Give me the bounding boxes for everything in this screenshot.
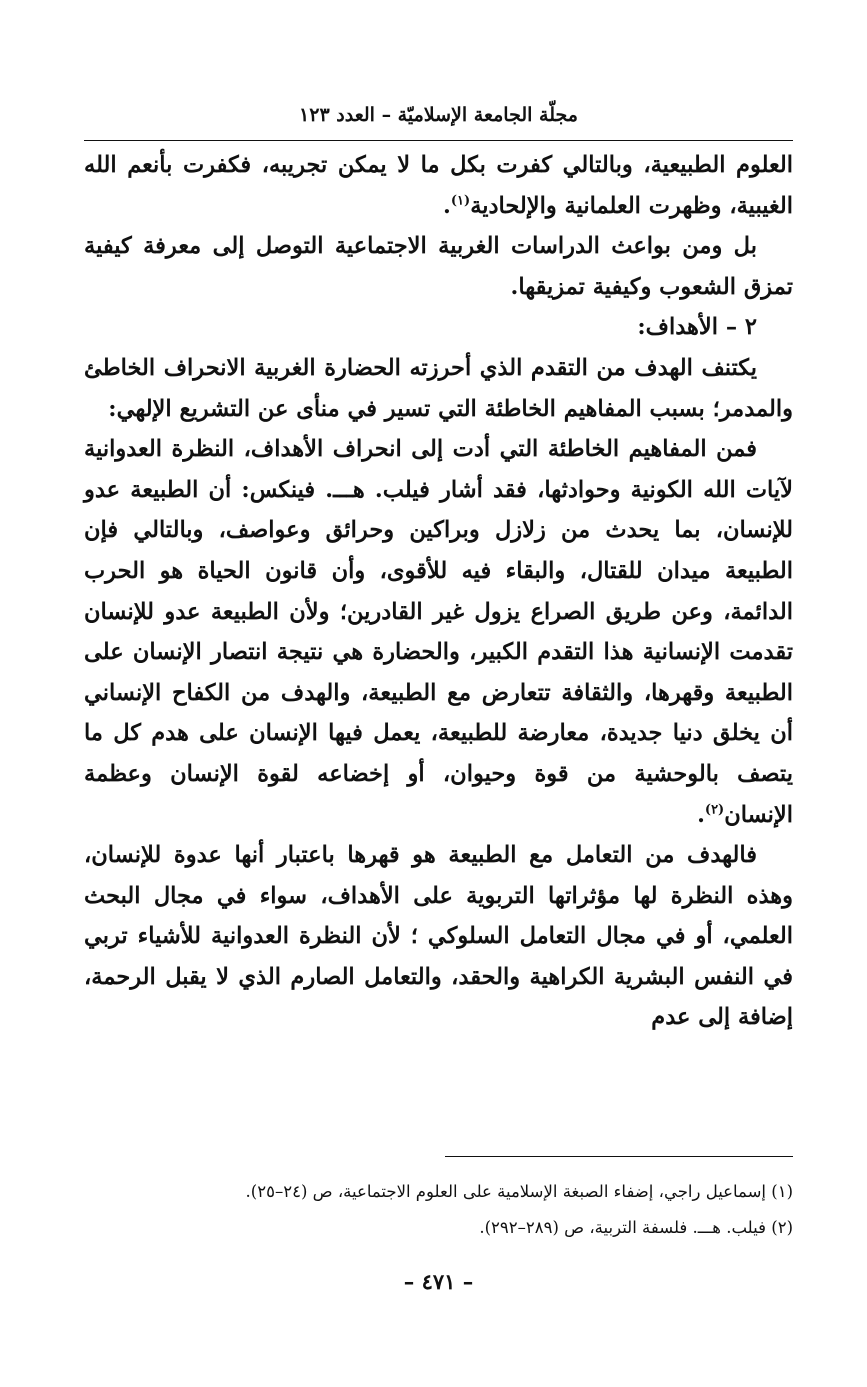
paragraph-5: فالهدف من التعامل مع الطبيعة هو قهرها باعتبار أنها عدوة للإنسان، وهذه النظرة لها مؤثراتها التربوية على الأهداف، سواء في مجال البحث العلمي، أو في مجال التعامل السلوكي ؛ لأن النظرة العدوانية للأشياء تربي في النفس البشرية الكراهية والحقد، والتعامل الصارم الذي لا يقبل الرحمة، إضافة إلى عدم [84, 842, 793, 1031]
paragraph-2: بل ومن بواعث الدراسات الغربية الاجتماعية التوصل إلى معرفة كيفية تمزق الشعوب وكيفية تمزيقها. [84, 233, 793, 300]
paragraph-3: يكتنف الهدف من التقدم الذي أحرزته الحضارة الغربية الانحراف الخاطئ والمدمر؛ بسبب المفاهيم الخاطئة التي تسير في منأى عن التشريع الإلهي: [84, 354, 793, 422]
footnote-2: (٢) فيلب. هـــ. فلسفة التربية، ص (٢٨٩–٢٩٢). [479, 1218, 793, 1237]
footnotes [84, 1174, 793, 1246]
paragraph-1 [84, 145, 793, 226]
footnote-marker-1: (١) [450, 193, 471, 209]
section-heading-goals: ٢ – الأهداف: [637, 314, 757, 341]
running-header: مجلّة الجامعة الإسلاميّة – العدد ١٢٣ [299, 104, 578, 126]
footnote-rule [445, 1156, 793, 1157]
paragraph-4-end: . [697, 801, 705, 828]
body-text [84, 145, 793, 1038]
paragraph-1-text: العلوم الطبيعية، وبالتالي كفرت بكل ما لا يمكن تجريبه، فكفرت بأنعم الله الغيبية، وظهرت العلمانية والإلحادية [84, 152, 793, 219]
paragraph-1-end: . [443, 192, 451, 219]
header-rule [84, 140, 793, 141]
paragraph-4 [84, 429, 793, 835]
paragraph-4-text: فمن المفاهيم الخاطئة التي أدت إلى انحراف الأهداف، النظرة العدوانية لآيات الله الكونية وحوادثها، فقد أشار فيلب. هـــ. فينكس: أن الطبيعة عدو للإنسان، بما يحدث من زلازل وبراكين وحرائق وعواصف، وبالتالي فإن الطبيعة ميدان للقتال، والبقاء فيه للأقوى، وأن قانون الحياة هو الحرب الدائمة، وعن طريق الصراع يزول غير القادرين؛ ولأن الطبيعة عدو للإنسان تقدمت الإنسانية هذا التقدم الكبير، والحضارة هي نتيجة انتصار الإنسان على الطبيعة وقهرها، والثقافة تتعارض مع الطبيعة، والهدف من الكفاح الإنساني أن يخلق دنيا جديدة، معارضة للطبيعة، يعمل فيها الإنسان على هدم كل ما يتصف بالوحشية من قوة وحيوان، أو إخضاعه لقوة الإنسان وعظمة الإنسان [84, 436, 793, 828]
footnote-marker-2: (٢) [704, 802, 725, 817]
page-number: – ٤٧١ – [403, 1269, 474, 1294]
footnote-1: (١) إسماعيل راجي، إضفاء الصبغة الإسلامية على العلوم الاجتماعية، ص (٢٤–٢٥). [245, 1182, 793, 1201]
page [84, 100, 793, 1294]
